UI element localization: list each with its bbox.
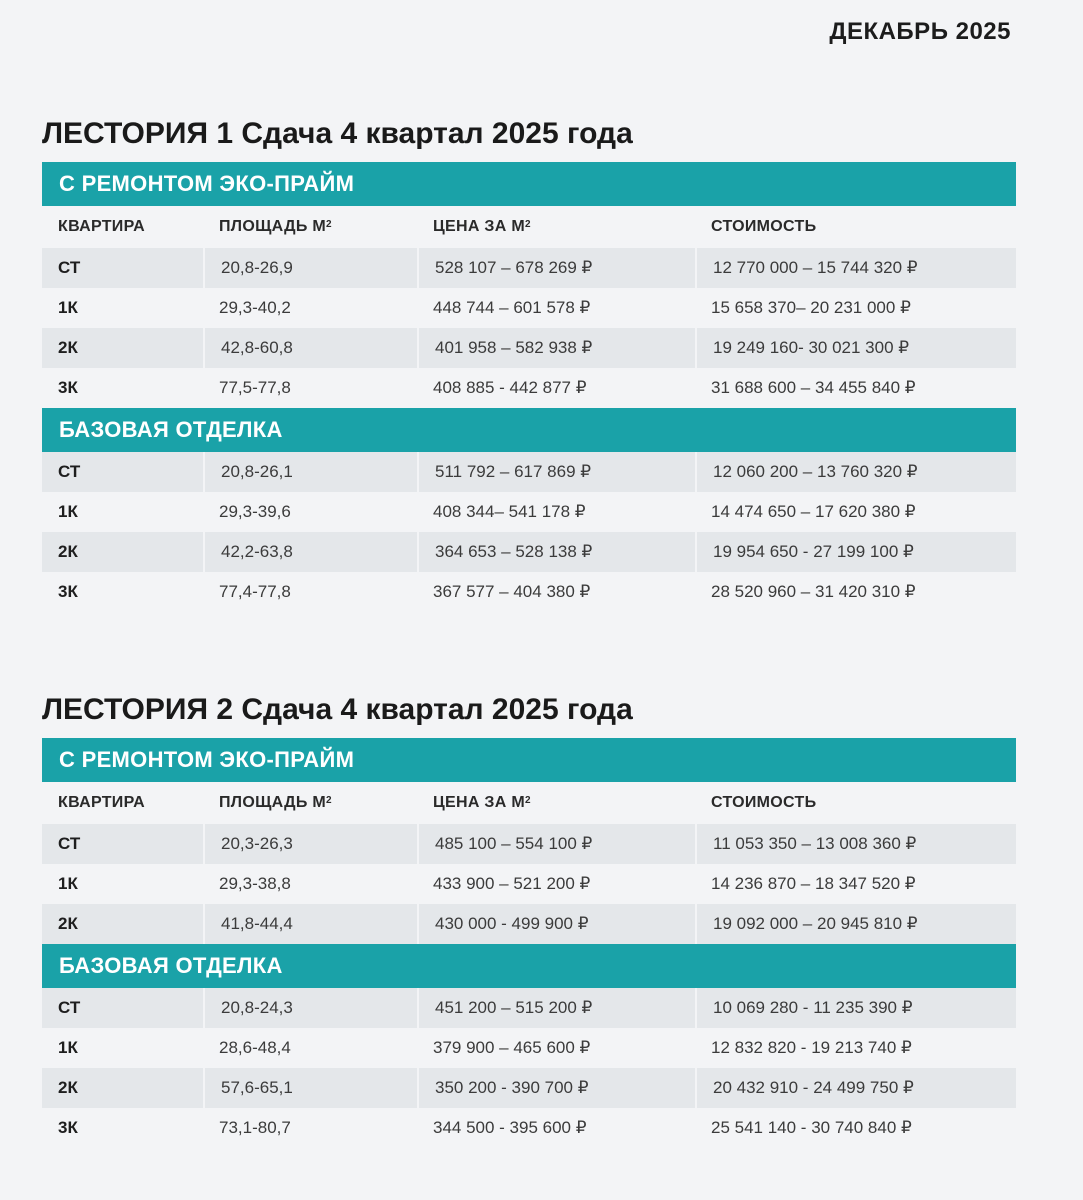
- table-row: [42, 288, 1016, 328]
- area-cell: 29,3-40,2: [219, 298, 291, 317]
- price-per-m2-cell: 408 344– 541 178 ₽: [433, 502, 586, 521]
- area-cell: 20,8-24,3: [203, 988, 417, 1028]
- table-row: [42, 532, 1016, 572]
- price-per-m2-cell: 433 900 – 521 200 ₽: [433, 874, 591, 893]
- unit-superscript: 2: [326, 794, 332, 806]
- total-cost-cell: 19 954 650 - 27 199 100 ₽: [695, 532, 1016, 572]
- table-row: [42, 572, 1016, 612]
- total-cost-cell: 25 541 140 - 30 740 840 ₽: [711, 1118, 912, 1137]
- area-cell: 20,3-26,3: [203, 824, 417, 864]
- column-header: ПЛОЩАДЬ М $^2$: [219, 218, 332, 235]
- table-row: [42, 1068, 1016, 1108]
- total-cost-cell: 19 092 000 – 20 945 810 ₽: [695, 904, 1016, 944]
- area-cell: 77,5-77,8: [219, 378, 291, 397]
- area-cell: 20,8-26,9: [203, 248, 417, 288]
- price-per-m2-cell: 451 200 – 515 200 ₽: [417, 988, 695, 1028]
- table-row: [42, 452, 1016, 492]
- total-cost-cell: 15 658 370– 20 231 000 ₽: [711, 298, 911, 317]
- area-cell: 57,6-65,1: [203, 1068, 417, 1108]
- area-cell: 29,3-38,8: [219, 874, 291, 893]
- apartment-type-cell: 2К: [42, 1068, 203, 1108]
- section-title: ЛЕСТОРИЯ 2 Сдача 4 квартал 2025 года: [42, 693, 633, 726]
- price-section: [42, 688, 1016, 1148]
- price-per-m2-cell: 430 000 - 499 900 ₽: [417, 904, 695, 944]
- apartment-type-cell: СТ: [42, 824, 203, 864]
- area-cell: 73,1-80,7: [219, 1118, 291, 1137]
- apartment-type-cell: СТ: [42, 248, 203, 288]
- apartment-type-cell: 2К: [42, 532, 203, 572]
- apartment-type-cell: СТ: [42, 452, 203, 492]
- report-date: ДЕКАБРЬ 2025: [829, 18, 1011, 45]
- table-row: [42, 864, 1016, 904]
- apartment-type-cell: 2К: [42, 328, 203, 368]
- finish-group-band: БАЗОВАЯ ОТДЕЛКА: [42, 408, 1016, 452]
- column-header: СТОИМОСТЬ: [711, 794, 817, 811]
- table-row: [42, 824, 1016, 864]
- apartment-type-cell: 3К: [58, 378, 78, 397]
- price-per-m2-cell: 379 900 – 465 600 ₽: [433, 1038, 591, 1057]
- total-cost-cell: 20 432 910 - 24 499 750 ₽: [695, 1068, 1016, 1108]
- apartment-type-cell: 2К: [42, 904, 203, 944]
- price-per-m2-cell: 364 653 – 528 138 ₽: [417, 532, 695, 572]
- apartment-type-cell: 1К: [58, 874, 78, 893]
- section-title: ЛЕСТОРИЯ 1 Сдача 4 квартал 2025 года: [42, 117, 633, 150]
- area-cell: 28,6-48,4: [219, 1038, 291, 1057]
- finish-group-band: БАЗОВАЯ ОТДЕЛКА: [42, 944, 1016, 988]
- price-per-m2-cell: 528 107 – 678 269 ₽: [417, 248, 695, 288]
- total-cost-cell: 12 770 000 – 15 744 320 ₽: [695, 248, 1016, 288]
- table-row: [42, 328, 1016, 368]
- total-cost-cell: 19 249 160- 30 021 300 ₽: [695, 328, 1016, 368]
- column-header: КВАРТИРА: [58, 218, 146, 235]
- area-cell: 42,2-63,8: [203, 532, 417, 572]
- unit-superscript: 2: [326, 218, 332, 230]
- unit-superscript: 2: [524, 794, 531, 806]
- table-row: [42, 904, 1016, 944]
- table-row: [42, 988, 1016, 1028]
- finish-group-band: С РЕМОНТОМ ЭКО-ПРАЙМ: [42, 738, 1016, 782]
- area-cell: 29,3-39,6: [219, 502, 291, 521]
- price-per-m2-cell: 401 958 – 582 938 ₽: [417, 328, 695, 368]
- apartment-type-cell: 1К: [58, 502, 78, 521]
- table-row: [42, 492, 1016, 532]
- column-header: ПЛОЩАДЬ М $^2$: [219, 794, 332, 811]
- price-per-m2-cell: 367 577 – 404 380 ₽: [433, 582, 591, 601]
- column-header: КВАРТИРА: [58, 794, 146, 811]
- table-row: [42, 368, 1016, 408]
- price-per-m2-cell: 344 500 - 395 600 ₽: [433, 1118, 587, 1137]
- table-row: [42, 1028, 1016, 1068]
- price-per-m2-cell: 448 744 – 601 578 ₽: [433, 298, 591, 317]
- total-cost-cell: 12 060 200 – 13 760 320 ₽: [695, 452, 1016, 492]
- table-header: [42, 782, 1016, 824]
- total-cost-cell: 14 474 650 – 17 620 380 ₽: [711, 502, 916, 521]
- apartment-type-cell: 3К: [58, 1118, 78, 1137]
- column-header: СТОИМОСТЬ: [711, 218, 817, 235]
- total-cost-cell: 11 053 350 – 13 008 360 ₽: [695, 824, 1016, 864]
- unit-superscript: 2: [524, 218, 531, 230]
- total-cost-cell: 12 832 820 - 19 213 740 ₽: [711, 1038, 912, 1057]
- price-per-m2-cell: 511 792 – 617 869 ₽: [417, 452, 695, 492]
- price-per-m2-cell: 350 200 - 390 700 ₽: [417, 1068, 695, 1108]
- area-cell: 42,8-60,8: [203, 328, 417, 368]
- apartment-type-cell: 1К: [58, 298, 78, 317]
- price-per-m2-cell: 485 100 – 554 100 ₽: [417, 824, 695, 864]
- table-row: [42, 1108, 1016, 1148]
- column-header: ЦЕНА ЗА М $^2$: [433, 794, 531, 811]
- table-header: [42, 206, 1016, 248]
- apartment-type-cell: 1К: [58, 1038, 78, 1057]
- apartment-type-cell: 3К: [58, 582, 78, 601]
- total-cost-cell: 14 236 870 – 18 347 520 ₽: [711, 874, 916, 893]
- column-header: ЦЕНА ЗА М $^2$: [433, 218, 531, 235]
- apartment-type-cell: СТ: [42, 988, 203, 1028]
- area-cell: 77,4-77,8: [219, 582, 291, 601]
- total-cost-cell: 28 520 960 – 31 420 310 ₽: [711, 582, 916, 601]
- total-cost-cell: 10 069 280 - 11 235 390 ₽: [695, 988, 1016, 1028]
- table-row: [42, 248, 1016, 288]
- area-cell: 41,8-44,4: [203, 904, 417, 944]
- total-cost-cell: 31 688 600 – 34 455 840 ₽: [711, 378, 916, 397]
- finish-group-band: С РЕМОНТОМ ЭКО-ПРАЙМ: [42, 162, 1016, 206]
- price-section: [42, 112, 1016, 612]
- price-per-m2-cell: 408 885 - 442 877 ₽: [433, 378, 587, 397]
- area-cell: 20,8-26,1: [203, 452, 417, 492]
